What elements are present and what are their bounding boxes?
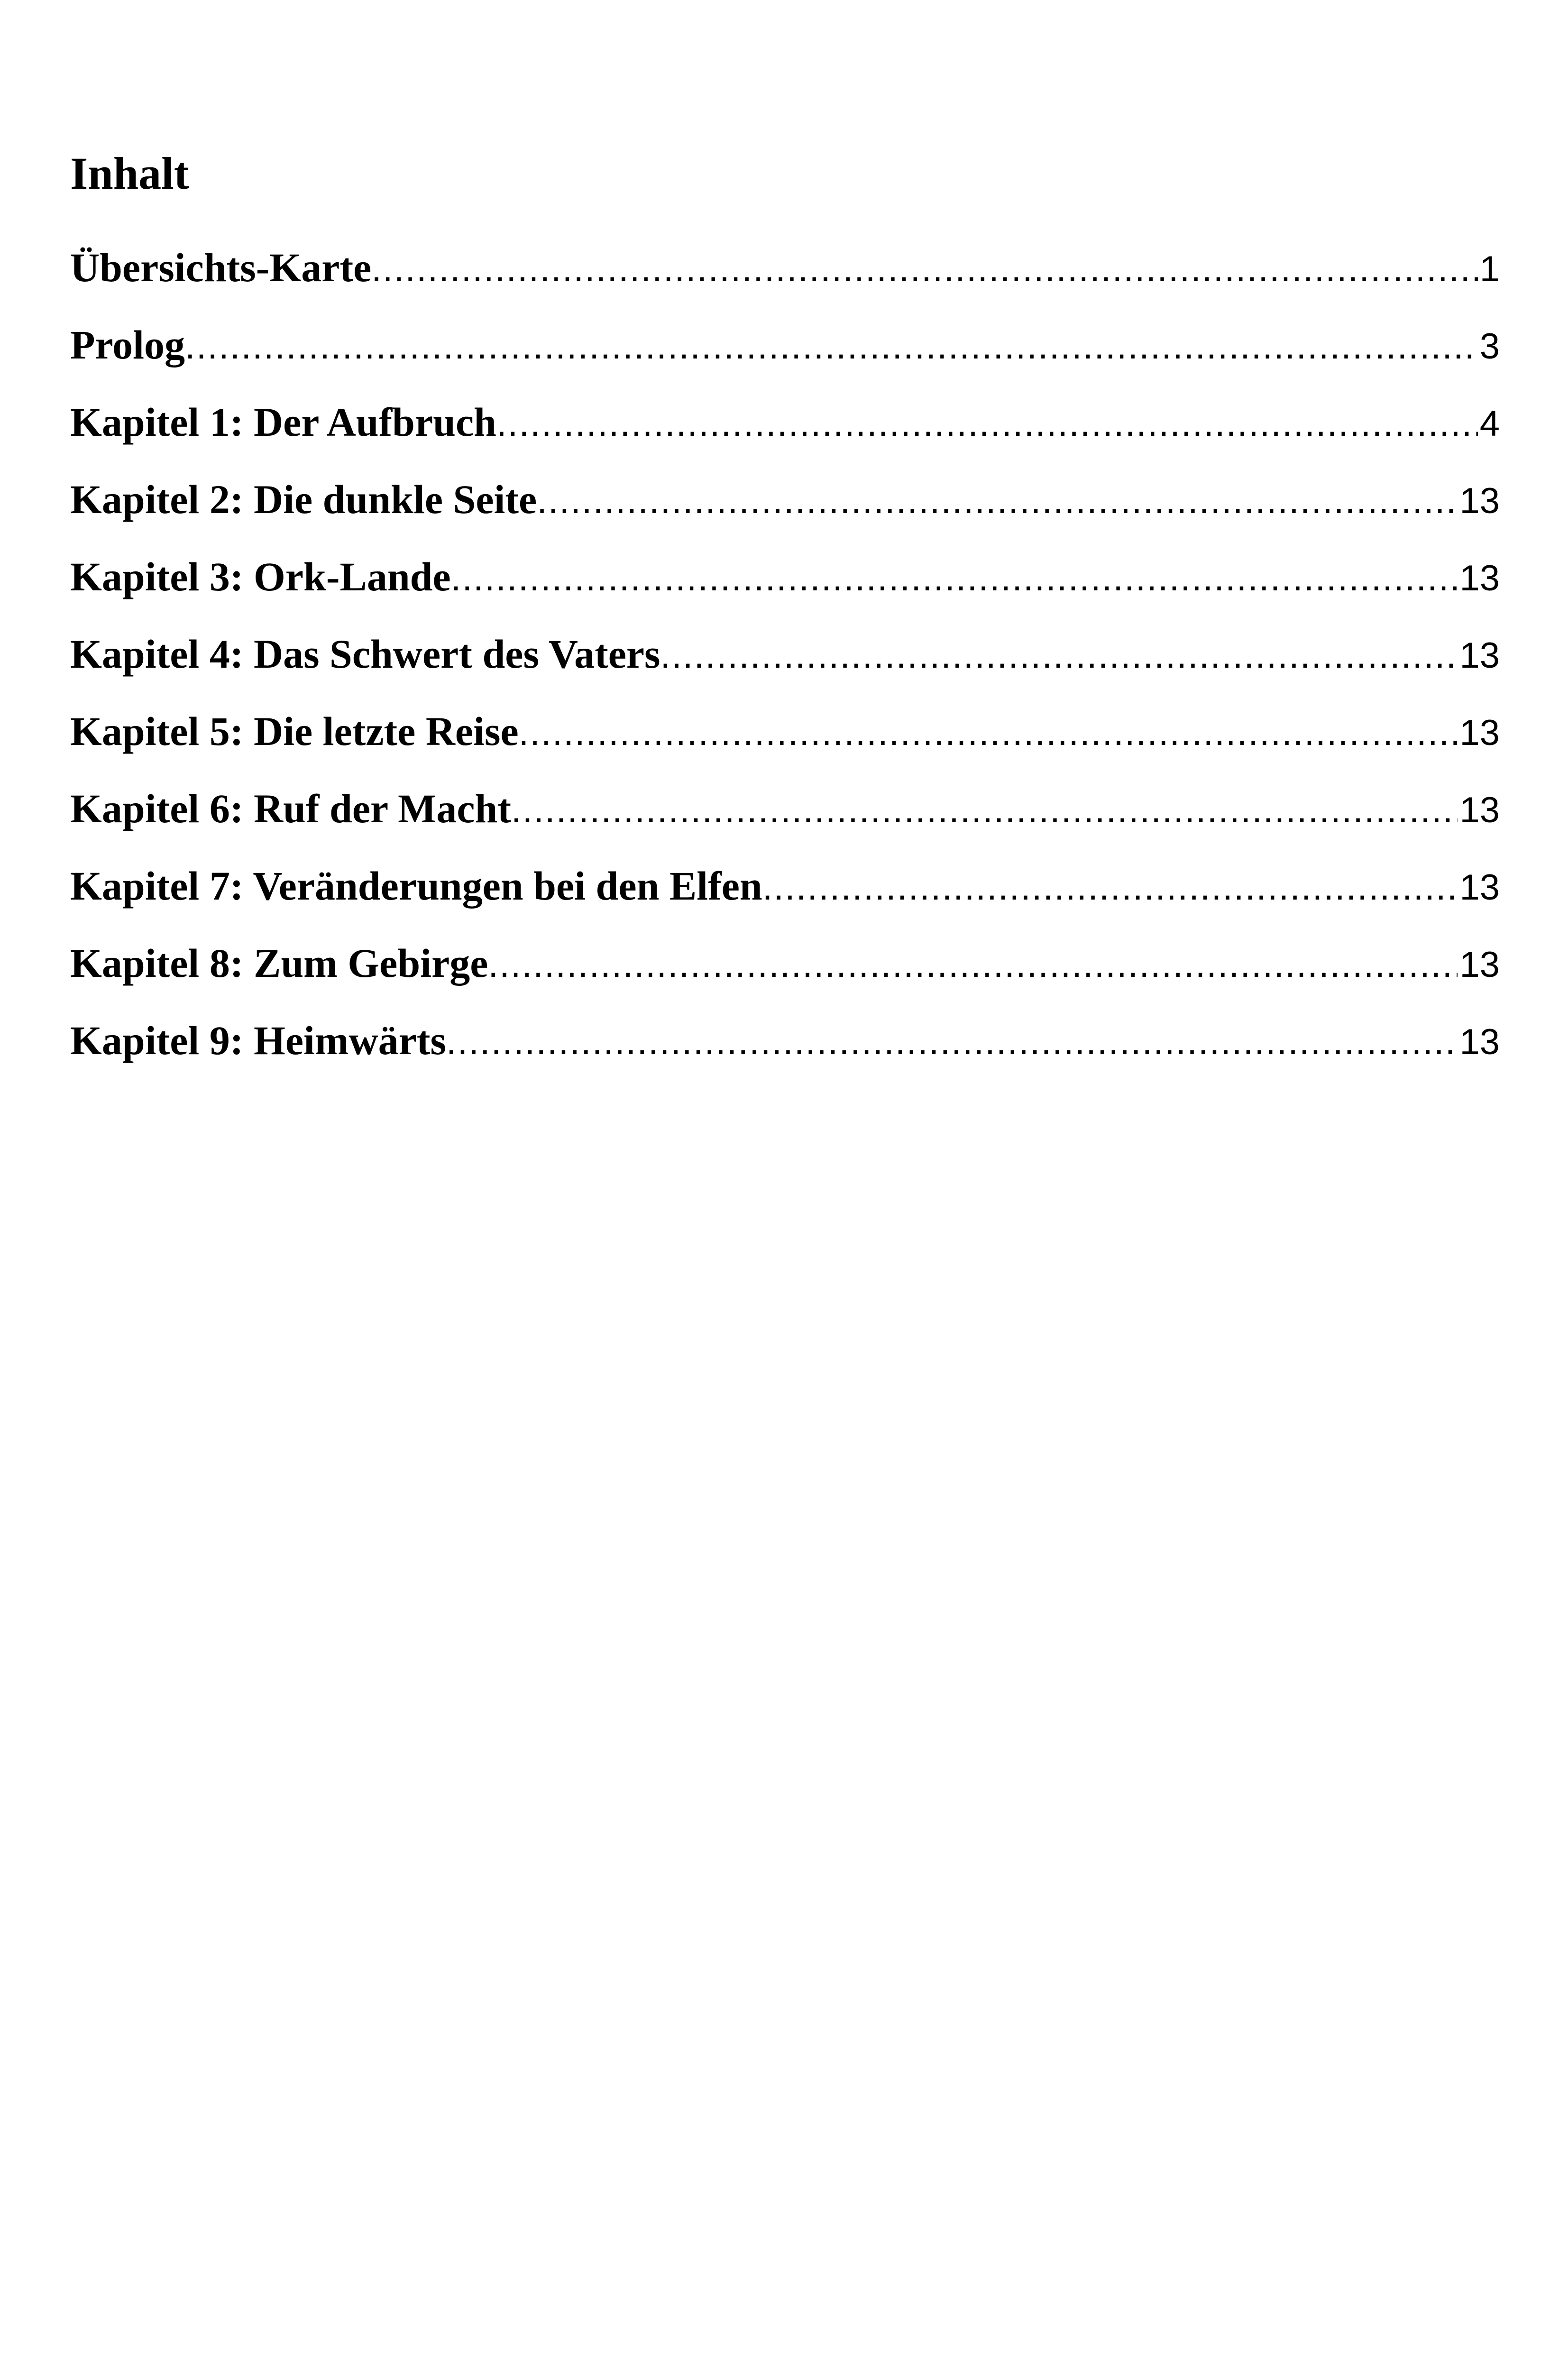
toc-dot-leader bbox=[660, 631, 1458, 679]
toc-entry-chapter-8[interactable] bbox=[70, 939, 1500, 1017]
toc-entry-page-number: 13 bbox=[1459, 713, 1500, 753]
toc-entry-title: Prolog bbox=[70, 322, 185, 368]
toc-entry-page-number: 13 bbox=[1459, 1022, 1500, 1062]
toc-entry-chapter-1[interactable] bbox=[70, 398, 1500, 476]
toc-dot-leader bbox=[185, 322, 1478, 369]
toc-dot-leader bbox=[488, 940, 1458, 988]
toc-dot-leader bbox=[762, 863, 1458, 910]
toc-entry-map[interactable] bbox=[70, 244, 1500, 321]
toc-entry-page-number: 13 bbox=[1459, 945, 1500, 985]
toc-entry-chapter-7[interactable] bbox=[70, 862, 1500, 939]
toc-dot-leader bbox=[511, 786, 1458, 833]
toc-entry-title: Kapitel 1: Der Aufbruch bbox=[70, 399, 497, 445]
toc-dot-leader bbox=[371, 245, 1477, 292]
toc-dot-leader bbox=[537, 477, 1458, 524]
toc-entry-title: Kapitel 5: Die letzte Reise bbox=[70, 708, 519, 754]
toc-entry-chapter-4[interactable] bbox=[70, 630, 1500, 708]
toc-entry-page-number: 13 bbox=[1459, 481, 1500, 521]
toc-entry-prolog[interactable] bbox=[70, 321, 1500, 398]
toc-entry-title: Kapitel 6: Ruf der Macht bbox=[70, 786, 511, 831]
toc-entry-title: Kapitel 9: Heimwärts bbox=[70, 1018, 446, 1063]
toc-entry-title: Kapitel 4: Das Schwert des Vaters bbox=[70, 631, 660, 677]
toc-dot-leader bbox=[519, 708, 1458, 756]
toc-entry-page-number: 13 bbox=[1459, 867, 1500, 908]
toc-dot-leader bbox=[451, 554, 1458, 601]
toc-dot-leader bbox=[496, 399, 1478, 447]
toc-entry-title: Kapitel 3: Ork-Lande bbox=[70, 554, 451, 599]
toc-entry-chapter-6[interactable] bbox=[70, 785, 1500, 862]
toc-entry-chapter-5[interactable] bbox=[70, 708, 1500, 785]
toc-entry-page-number: 3 bbox=[1479, 326, 1500, 367]
toc-entry-chapter-3[interactable] bbox=[70, 553, 1500, 630]
toc-entry-title: Übersichts-Karte bbox=[70, 245, 372, 290]
toc-entry-title: Kapitel 7: Veränderungen bei den Elfen bbox=[70, 863, 762, 909]
toc-entry-chapter-9[interactable] bbox=[70, 1017, 1500, 1094]
toc-entry-page-number: 13 bbox=[1459, 558, 1500, 598]
toc-dot-leader bbox=[446, 1018, 1458, 1065]
toc-entry-page-number: 4 bbox=[1479, 404, 1500, 444]
toc-entry-page-number: 13 bbox=[1459, 635, 1500, 676]
toc-heading: Inhalt bbox=[70, 148, 189, 199]
toc-entry-page-number: 1 bbox=[1479, 249, 1500, 289]
toc-entry-page-number: 13 bbox=[1459, 790, 1500, 830]
toc-entry-title: Kapitel 2: Die dunkle Seite bbox=[70, 477, 537, 522]
toc-entry-title: Kapitel 8: Zum Gebirge bbox=[70, 940, 488, 986]
toc-entry-chapter-2[interactable] bbox=[70, 476, 1500, 553]
table-of-contents bbox=[70, 244, 1500, 1094]
